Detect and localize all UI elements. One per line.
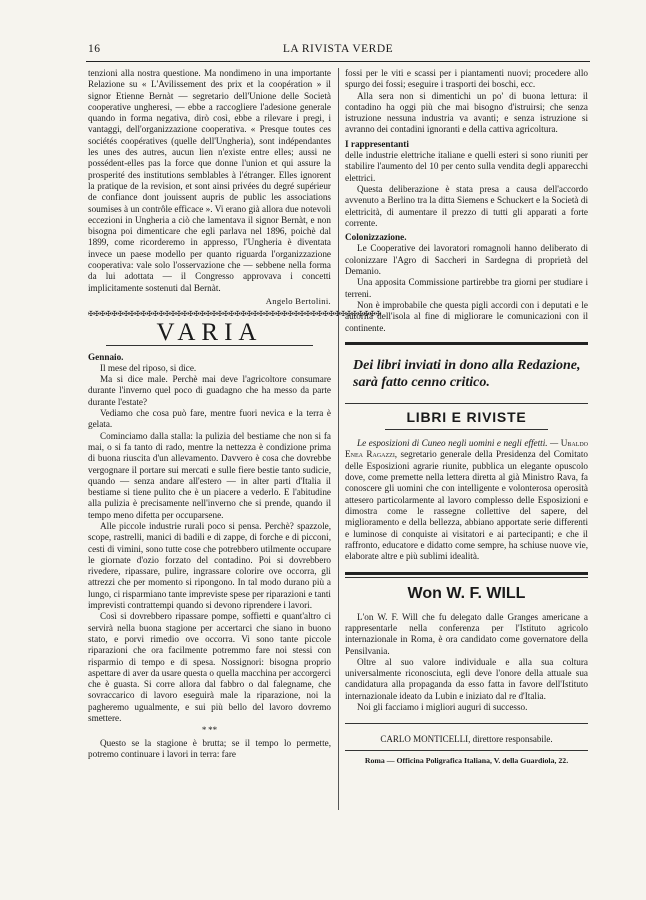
- section-title: LIBRI E RIVISTE: [406, 408, 527, 425]
- paragraph: Noi gli facciamo i migliori auguri di successo.: [357, 702, 528, 713]
- printer-line: Roma — Officina Poligrafica Italiana, V. della Guardiola, 22.: [364, 755, 569, 765]
- paragraph: fossi per le viti e scassi per i piantamenti nuovi; procedere allo spurgo dei fossi; eseguire i trasporti dei boschi, ecc.: [345, 68, 588, 90]
- paragraph: Questo se la stagione è brutta; se il tempo lo permette, potremo continuare i lavori in terra: fare: [88, 737, 331, 759]
- paragraph: Vediamo che cosa può fare, mentre fuori nevica e la terra è gelata.: [88, 408, 331, 430]
- review-author: Ubaldo Enea Ragazzi,: [345, 438, 588, 460]
- paragraph: Non è improbabile che questa pigli accordi con i deputati e le autorità dell'isola al fine di migliorare le comunicazioni con il continente.: [345, 299, 588, 333]
- header-rule: [86, 61, 590, 62]
- section-divider: [345, 577, 588, 578]
- paragraph: Così si dovrebbero ripassare pompe, soffietti e quant'altro ci servirà nella buona stagione per accertarci che siano in buono stato, e porvi rimedio ove occorra. Vi sono tante piccole riparazioni che ora facilmente potremmo fare noi stessi con risparmio di tempo e di spesa. Nossignori: bisogna proprio aspettare di aver da usare questa o quella macchina per accorgerci che è guasta. Si corre allora dal fabbro o dal falegname, che sovraccarico di lavoro eseguirà male la riparazione, noi la pagheremo ugualmente, e sui più bello del lavoro dovremo smettere.: [88, 611, 331, 724]
- article-byline: Angelo Bertolini.: [265, 295, 331, 306]
- running-header: [88, 43, 588, 59]
- journal-title: LA RIVISTA VERDE: [282, 43, 394, 55]
- editorial-notice: Dei libri inviati in dono alla Redazione, sarà fatto cenno critico.: [353, 357, 581, 390]
- news-subheading: I rappresentanti: [345, 138, 409, 149]
- obituary-title: Won W. F. WILL: [407, 585, 526, 603]
- section-title: VARIA: [156, 319, 263, 347]
- paragraph: Questa deliberazione è stata presa a causa dell'accordo avvenuto a Berlino tra la ditta Siemens e Schuckert e la Società di elettricità, di aumentare il prezzo di tutti gli apparati a forte corrente.: [345, 183, 588, 228]
- paragraph: Cominciamo dalla stalla: la pulizia del bestiame che non si fa mai, o si fa tanto di rado, mentre la nettezza è condizione prima di buona riuscita d'un allevamento. Davvero è cosa che dovrebbe vergognare il portare sui mercati e sulle fiere bestie tanto sudicie, quando — senza andare all'estero — in alter parti d'Italia il bestiame si tiene pulito che è un piacere a vederlo. E l'abitudine alla pulizia è precisamente nell'inverno che si prende, quando il tempo meno difetta per occuparsene.: [88, 430, 331, 520]
- paragraph: delle industrie elettriche italiane e quelli esteri si sono riuniti per stabilire l'aumento del 10 per cento sulla vendita degli apparecchi elettrici.: [345, 150, 588, 183]
- paragraph: Oltre al suo valore individuale e alla sua coltura universalmente riconosciuta, egli deve l'onore della attuale sua candidatura alla propaganda da esso fatta in favore dell'Istituto internazionale ideato da Lubin e iniziato dal re d'Italia.: [345, 656, 588, 701]
- column-divider: [338, 68, 339, 810]
- article-continuation: tenzioni alla nostra questione. Ma nondimeno in una importante Relazione su « L'Avilissement des prix et la coopération » il signor Etienne Bernàt — segretario dell'Unione delle Società cooperative ungheresi, — ebbe a raccogliere l'adesione generale quando in forma negativa, dirò così, ebbe a rilevare i pregi, i vantaggi, dell'organizzazione cooperativa. « Presque toutes ces sociétés coopératives (quelle dell'Ungheria), sont indépendantes les unes des autres, aucun lien n'existe entre elles; aussi ne possédent-elles pas la force que donne l'union et qui assure la prosperité des institutions semblables à l'étranger. Elles ignorent la pratique de la revision, et sont ainsi privées du degré supérieur de confiance dont jouissent aupris de public les associations soumises à un contrôle efficace ». Vi erano già allora due notevoli eccezioni in Ungheria a ciò che lamentava il signor Bernàt, e non bisogna poi dimenticare che egli parlava nel 1896, poichè dal 1899, come ricorderemo in appresso, l'Ungheria è diventata invece un paese modello per quanto riguarda l'organizzazione cooperativa: vale solo l'osservazione che — sebbene nella forma da lui adottata — il Congresso approvava i concetti implicitamente sostenuti dal Bernàt.: [88, 68, 331, 293]
- section-rule: [385, 429, 548, 430]
- month-heading: Gennaio.: [88, 351, 124, 362]
- asterism: * **: [201, 725, 218, 736]
- paragraph: Il mese del riposo, si dice.: [100, 362, 197, 373]
- review-paragraph: [345, 438, 588, 562]
- paragraph: Alla sera non si dimentichi un po' di buona lettura: il contadino ha oggi più che mai bisogno d'istruirsi; che senza istruzione nessuna industria va avanti; e senza istruzione si avranno dei contadini ignoranti e della cattiva agricoltura.: [345, 90, 588, 135]
- news-subheading: Colonizzazione.: [345, 232, 407, 243]
- footer-rule: [345, 750, 588, 751]
- section-divider: [345, 342, 588, 345]
- review-title: Le esposizioni di Cuneo negli uomini e negli effetti. —: [357, 438, 559, 449]
- review-text: segretario generale della Presidenza del Comitato delle Esposizioni agrarie riunite, pubblica un elegante opuscolo dove, come premette nella lettera diretta al già Ministro Rava, fa conoscere gli uomini che con intelligente e volonterosa operosità attesero particolarmente al lavoro complesso delle Esposizioni e dimostra come le rassegne collettive del sapere, del miglioramento e della bellezza, abbiano apportate serie differenti e luminose di conquiste ai visitatori e ai partecipanti; e che il raffronto, educatore e didatto come sempre, ha schiuse nuove vie, elaborate altre e più sublimi idealità.: [345, 449, 588, 562]
- section-divider: [345, 572, 588, 575]
- paragraph: Alle piccole industrie rurali poco si pensa. Perchè? spazzole, scope, rastrelli, manici di badili e di zappe, di forche e di picconi, cesti di vimini, sono tutte cose che potrebbero utilmente occupare le giornate d'ozio forzato del contadino. Poi si dovrebbero rivedere, ripassare, pulire, ingrassare colorire ove occorra, gli attrezzi che per momento si ripongono. In tal modo durano più a lungo, ci risparmiano tante impreviste spese per riparazioni e tanti imprevisti contrattempi quando si devono riprendere i lavori.: [88, 520, 331, 611]
- ornament-divider: ✠✠✠✠✠✠✠✠✠✠✠✠✠✠✠✠✠✠✠✠✠✠✠✠✠✠✠✠✠✠✠✠✠✠✠✠✠✠✠✠✠✠✠✠✠✠✠✠✠✠: [88, 310, 382, 319]
- paragraph: L'on W. F. Will che fu delegato dalle Granges americane a rappresentarle nella conferenza per l'Istituto agricolo internazionale in Roma, è ora candidato come governatore della Pensilvania.: [345, 611, 588, 656]
- paragraph: Le Cooperative dei lavoratori romagnoli hanno deliberato di colonizzare l'Agro di Saccheri in Sardegna di proprietà del Demanio.: [345, 243, 588, 277]
- paragraph: Ma si dice male. Perchè mai deve l'agricoltore consumare durante l'inverno quel poco di guadagno che ha messo da parte durante l'estate?: [88, 374, 331, 407]
- right-column: [345, 68, 588, 766]
- page-number: 16: [88, 43, 101, 55]
- paragraph: Una apposita Commissione partirebbe tra giorni per studiare i terreni.: [345, 277, 588, 299]
- footer-rule: [345, 723, 588, 724]
- section-divider: [345, 403, 588, 404]
- editor-line: CARLO MONTICELLI, direttore responsabile.: [380, 734, 553, 745]
